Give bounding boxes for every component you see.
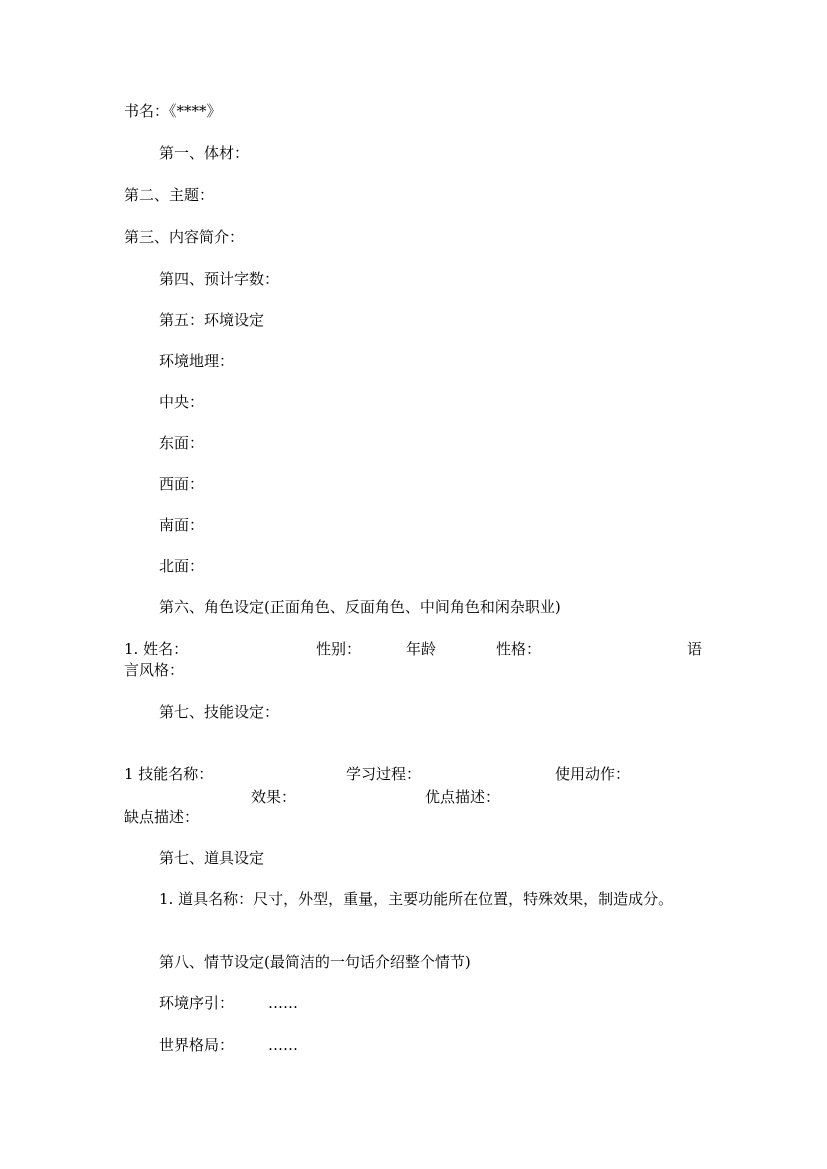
skill-learning-label: 学习过程： bbox=[346, 765, 422, 783]
skill-effect-label: 效果： bbox=[251, 788, 297, 806]
book-title: 书名：《****》 bbox=[124, 102, 222, 120]
plot-world-label: 世界格局： bbox=[159, 1036, 235, 1054]
character-gender-label: 性别： bbox=[316, 640, 362, 658]
section-theme: 第二、主题： bbox=[124, 186, 215, 204]
environment-south: 南面： bbox=[159, 516, 205, 534]
skill-pros-label: 优点描述： bbox=[425, 788, 501, 806]
character-personality-label: 性格： bbox=[496, 640, 542, 658]
skill-usage-label: 使用动作： bbox=[555, 765, 631, 783]
environment-north: 北面： bbox=[159, 557, 205, 575]
section-genre: 第一、体材： bbox=[159, 144, 250, 162]
section-synopsis: 第三、内容简介： bbox=[124, 228, 245, 246]
skill-cons-label: 缺点描述： bbox=[124, 808, 200, 826]
item-description: 1. 道具名称：尺寸，外型，重量，主要功能所在位置，特殊效果，制造成分。 bbox=[159, 890, 674, 908]
section-word-count: 第四、预计字数： bbox=[159, 270, 280, 288]
environment-east: 东面： bbox=[159, 434, 205, 452]
plot-intro-value: …… bbox=[268, 994, 298, 1012]
environment-geography: 环境地理： bbox=[159, 352, 235, 370]
environment-west: 西面： bbox=[159, 475, 205, 493]
character-name-label: 1. 姓名： bbox=[124, 640, 189, 658]
character-language-label-start: 语 bbox=[687, 640, 703, 658]
section-plot: 第八、情节设定(最简洁的一句话介绍整个情节) bbox=[159, 953, 471, 971]
section-skills: 第七、技能设定： bbox=[159, 703, 280, 721]
skill-name-label: 1 技能名称： bbox=[124, 765, 214, 783]
plot-intro-label: 环境序引： bbox=[159, 994, 235, 1012]
character-age-label: 年龄 bbox=[406, 640, 437, 658]
section-items: 第七、道具设定 bbox=[159, 849, 265, 867]
character-language-label-end: 言风格： bbox=[124, 661, 185, 679]
environment-center: 中央： bbox=[159, 393, 205, 411]
plot-world-value: …… bbox=[268, 1036, 298, 1054]
section-characters: 第六、角色设定(正面角色、反面角色、中间角色和闲杂职业) bbox=[159, 598, 561, 616]
section-environment: 第五：环境设定 bbox=[159, 311, 265, 329]
